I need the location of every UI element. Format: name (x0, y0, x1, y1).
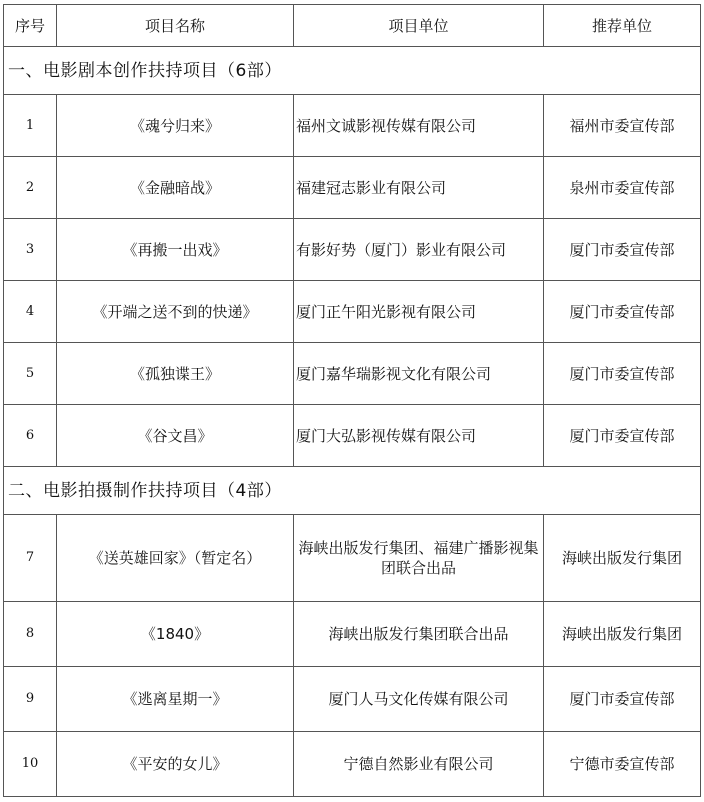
table-row (4, 515, 701, 602)
cell-name: 《谷文昌》 (57, 405, 294, 467)
cell-unit: 厦门人马文化传媒有限公司 (294, 667, 544, 732)
cell-index: 9 (4, 667, 57, 732)
table-row (4, 281, 701, 343)
cell-name: 《开端之送不到的快递》 (57, 281, 294, 343)
cell-name: 《送英雄回家》（暂定名） (57, 515, 294, 602)
cell-index: 5 (4, 343, 57, 405)
table-row (4, 343, 701, 405)
section-row (4, 47, 701, 95)
cell-recommender: 福州市委宣传部 (544, 95, 701, 157)
cell-index: 2 (4, 157, 57, 219)
cell-name: 《平安的女儿》 (57, 732, 294, 797)
table-row (4, 405, 701, 467)
header-recommender: 推荐单位 (544, 5, 701, 47)
cell-unit: 福州文诚影视传媒有限公司 (294, 95, 544, 157)
cell-name: 《魂兮归来》 (57, 95, 294, 157)
cell-index: 7 (4, 515, 57, 602)
section-row (4, 467, 701, 515)
section-title: 二、电影拍摄制作扶持项目（4部） (4, 467, 701, 515)
table-row (4, 732, 701, 797)
cell-recommender: 厦门市委宣传部 (544, 405, 701, 467)
cell-unit: 海峡出版发行集团联合出品 (294, 602, 544, 667)
table-row (4, 157, 701, 219)
cell-index: 3 (4, 219, 57, 281)
cell-index: 4 (4, 281, 57, 343)
header-name: 项目名称 (57, 5, 294, 47)
cell-recommender: 厦门市委宣传部 (544, 667, 701, 732)
cell-recommender: 宁德市委宣传部 (544, 732, 701, 797)
section-title: 一、电影剧本创作扶持项目（6部） (4, 47, 701, 95)
header-unit: 项目单位 (294, 5, 544, 47)
cell-unit: 厦门正午阳光影视有限公司 (294, 281, 544, 343)
table-row (4, 667, 701, 732)
cell-name: 《1840》 (57, 602, 294, 667)
cell-recommender: 厦门市委宣传部 (544, 281, 701, 343)
cell-index: 1 (4, 95, 57, 157)
cell-index: 10 (4, 732, 57, 797)
header-row (4, 5, 701, 47)
cell-recommender: 海峡出版发行集团 (544, 602, 701, 667)
cell-unit: 厦门大弘影视传媒有限公司 (294, 405, 544, 467)
cell-unit: 厦门嘉华瑞影视文化有限公司 (294, 343, 544, 405)
cell-name: 《金融暗战》 (57, 157, 294, 219)
cell-unit: 福建冠志影业有限公司 (294, 157, 544, 219)
project-table (3, 4, 701, 797)
header-index: 序号 (4, 5, 57, 47)
cell-index: 8 (4, 602, 57, 667)
cell-recommender: 厦门市委宣传部 (544, 343, 701, 405)
table-row (4, 95, 701, 157)
cell-unit: 宁德自然影业有限公司 (294, 732, 544, 797)
cell-recommender: 厦门市委宣传部 (544, 219, 701, 281)
cell-name: 《逃离星期一》 (57, 667, 294, 732)
cell-recommender: 泉州市委宣传部 (544, 157, 701, 219)
table-row (4, 602, 701, 667)
cell-recommender: 海峡出版发行集团 (544, 515, 701, 602)
table-row (4, 219, 701, 281)
cell-unit: 海峡出版发行集团、福建广播影视集团联合出品 (294, 515, 544, 602)
cell-name: 《孤独谍王》 (57, 343, 294, 405)
cell-name: 《再搬一出戏》 (57, 219, 294, 281)
cell-unit: 有影好势（厦门）影业有限公司 (294, 219, 544, 281)
cell-index: 6 (4, 405, 57, 467)
